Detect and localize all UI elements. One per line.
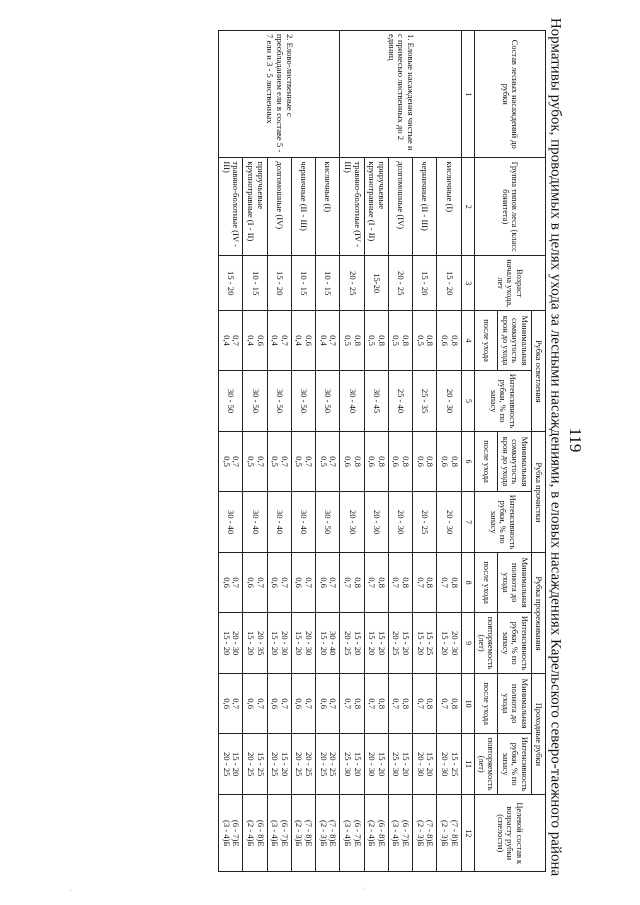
- osv-density-cell-value: 0,5: [342, 335, 353, 346]
- forest-type-cell: кисличные (I): [437, 158, 461, 256]
- osv-intensity-cell: 30 - 50: [291, 370, 315, 432]
- target-composition-cell: [316, 795, 340, 872]
- target-composition-cell: [243, 795, 267, 872]
- header-intensity-proch: Интенсивность рубки, % по запасу: [474, 491, 531, 553]
- proryj-intensity-cell-value: 15 - 20: [376, 630, 387, 656]
- proryj-fullness-cell: [316, 553, 340, 612]
- prohod-fullness-cell-value: 0,7: [255, 698, 266, 709]
- norms-table: [218, 30, 546, 872]
- osv-intensity-cell: 30 - 40: [340, 370, 364, 432]
- proch-density-cell-value: 0,5: [270, 456, 281, 467]
- col-number: 2: [461, 158, 474, 256]
- proryj-fullness-cell-value: 0,8: [352, 577, 363, 588]
- target-composition-cell-value: (6 - 7)Е: [352, 819, 363, 847]
- target-composition-cell-value: (3 - 4)Б: [391, 820, 402, 847]
- prohod-fullness-cell: [316, 674, 340, 733]
- prohod-intensity-cell-value: 20 - 25: [304, 751, 315, 777]
- osv-density-cell-value: 0,8: [401, 335, 412, 346]
- osv-intensity-cell: 30 - 50: [316, 370, 340, 432]
- header-intensity-prohod: Интенсивность рубки, % по запасу: [498, 733, 531, 795]
- proryj-intensity-cell-value: 15 - 20: [439, 630, 450, 656]
- proch-intensity-cell: 20 - 30: [388, 491, 412, 553]
- osv-density-cell-value: 0,7: [279, 335, 290, 346]
- prohod-fullness-cell-value: 0,8: [401, 698, 412, 709]
- start-age-cell: 20 - 25: [340, 256, 364, 311]
- proryj-fullness-cell: [437, 553, 461, 612]
- proryj-intensity-cell-value: 15 - 20: [352, 630, 363, 656]
- prohod-fullness-cell-value: 0,6: [318, 698, 329, 709]
- proryj-intensity-cell-value: 30 - 40: [328, 630, 339, 656]
- table-row: [437, 31, 461, 872]
- proryj-intensity-cell-value: 15 - 25: [425, 630, 436, 656]
- proryj-intensity-cell-value: 15 - 20: [415, 630, 426, 656]
- proch-density-cell: [388, 432, 412, 491]
- osv-density-cell-value: 0,8: [449, 335, 460, 346]
- proch-intensity-cell: 20 - 30: [364, 491, 388, 553]
- target-composition-cell: [364, 795, 388, 872]
- proryj-fullness-cell: [413, 553, 437, 612]
- forest-type-cell: черничные (II - III): [291, 158, 315, 256]
- header-intensity-proryj: Интенсивность рубки, % по запасу: [498, 612, 531, 674]
- page-title: Нормативы рубок, проводимых в целях ухода за лесными насаждениями, в еловых насаждениях Карельского северо-таежного района: [547, 17, 564, 877]
- prohod-fullness-cell-value: 0,8: [449, 698, 460, 709]
- proryj-fullness-cell-value: 0,6: [270, 577, 281, 588]
- proryj-intensity-cell: [291, 612, 315, 674]
- start-age-cell: 15 - 20: [267, 256, 291, 311]
- proryj-intensity-cell: [437, 612, 461, 674]
- header-repeat-prohod: повторяемость (лет): [474, 733, 498, 795]
- proch-density-cell-value: 0,8: [449, 456, 460, 467]
- osv-density-cell-value: 0,6: [304, 335, 315, 346]
- proch-intensity-cell: 30 - 40: [291, 491, 315, 553]
- prohod-fullness-cell-value: 0,7: [415, 698, 426, 709]
- proch-density-cell-value: 0,8: [401, 456, 412, 467]
- prohod-fullness-cell: [413, 674, 437, 733]
- proch-density-cell-value: 0,7: [279, 456, 290, 467]
- osv-density-cell-value: 0,7: [231, 335, 242, 346]
- target-composition-cell: [388, 795, 412, 872]
- target-composition-cell-value: (2 - 3)Б: [294, 820, 305, 847]
- proryj-intensity-cell-value: 20 - 35: [255, 630, 266, 656]
- proch-density-cell-value: 0,7: [304, 456, 315, 467]
- prohod-intensity-cell: [219, 733, 243, 795]
- proryj-fullness-cell-value: 0,8: [401, 577, 412, 588]
- proch-density-cell-value: 0,6: [367, 456, 378, 467]
- prohod-fullness-cell-value: 0,7: [231, 698, 242, 709]
- proryj-intensity-cell-value: 20 - 30: [304, 630, 315, 656]
- prohod-intensity-cell: [316, 733, 340, 795]
- proch-density-cell-value: 0,5: [318, 456, 329, 467]
- proryj-fullness-cell-value: 0,7: [439, 577, 450, 588]
- osv-density-cell-value: 0,4: [270, 335, 281, 346]
- proch-density-cell: [316, 432, 340, 491]
- osv-density-cell-value: 0,4: [294, 335, 305, 346]
- header-forest-type: Группа типов леса (класс бонитета): [474, 158, 545, 256]
- proch-density-cell-value: 0,7: [255, 456, 266, 467]
- col-number: 8: [461, 553, 474, 612]
- target-composition-cell: [219, 795, 243, 872]
- target-composition-cell-value: (2 - 3)Б: [439, 820, 450, 847]
- col-number: 9: [461, 612, 474, 674]
- osv-density-cell: [388, 311, 412, 370]
- proryj-fullness-cell-value: 0,7: [304, 577, 315, 588]
- proryj-intensity-cell-value: 15 - 20: [270, 630, 281, 656]
- osv-density-cell-value: 0,8: [425, 335, 436, 346]
- col-number: 5: [461, 370, 474, 432]
- target-composition-cell: [437, 795, 461, 872]
- scan-mark: ·: [362, 886, 364, 892]
- forest-type-cell: приручьевые крупнотравные (I - II): [243, 158, 267, 256]
- proryj-intensity-cell: [364, 612, 388, 674]
- proch-density-cell-value: 0,6: [342, 456, 353, 467]
- proryj-intensity-cell-value: 20 - 25: [391, 630, 402, 656]
- prohod-intensity-cell-value: 20 - 25: [328, 751, 339, 777]
- header-prochistka: Рубка прочистки: [531, 432, 545, 553]
- start-age-cell: 15 - 20: [219, 256, 243, 311]
- prohod-fullness-cell-value: 0,6: [245, 698, 256, 709]
- osv-intensity-cell: 25 - 35: [413, 370, 437, 432]
- prohod-intensity-cell: [364, 733, 388, 795]
- prohod-intensity-cell-value: 20 - 30: [439, 751, 450, 777]
- prohod-fullness-cell-value: 0,6: [221, 698, 232, 709]
- osv-density-cell-value: 0,6: [439, 335, 450, 346]
- osv-density-cell: [291, 311, 315, 370]
- target-composition-cell-value: (7 - 8)Е: [304, 819, 315, 847]
- osv-density-cell: [316, 311, 340, 370]
- target-composition-cell: [340, 795, 364, 872]
- prohod-fullness-cell-value: 0,7: [279, 698, 290, 709]
- proch-density-cell-value: 0,6: [391, 456, 402, 467]
- col-number: 10: [461, 674, 474, 733]
- osv-density-cell-value: 0,5: [367, 335, 378, 346]
- target-composition-cell-value: (6 - 7)Е: [231, 819, 242, 847]
- proch-density-cell-value: 0,5: [245, 456, 256, 467]
- proryj-intensity-cell: [388, 612, 412, 674]
- start-age-cell: 15-20: [364, 256, 388, 311]
- proch-density-cell-value: 0,8: [352, 456, 363, 467]
- forest-type-cell: долгомошные (IV): [388, 158, 412, 256]
- proch-intensity-cell: 30 - 40: [219, 491, 243, 553]
- prohod-fullness-cell-value: 0,7: [439, 698, 450, 709]
- proryj-intensity-cell: [340, 612, 364, 674]
- target-composition-cell-value: (2 - 4)Б: [367, 820, 378, 847]
- header-after-proryj: после ухода: [474, 553, 498, 612]
- proryj-intensity-cell: [243, 612, 267, 674]
- proch-density-cell: [267, 432, 291, 491]
- target-composition-cell-value: (3 - 4)Б: [221, 820, 232, 847]
- osv-density-cell-value: 0,8: [352, 335, 363, 346]
- proryj-intensity-cell-value: 15 - 20: [245, 630, 256, 656]
- proryj-fullness-cell-value: 0,7: [342, 577, 353, 588]
- prohod-fullness-cell: [340, 674, 364, 733]
- prohod-intensity-cell: [437, 733, 461, 795]
- header-min-density-osv: Минимальная сомкнутость крон до ухода: [498, 311, 531, 370]
- prohod-intensity-cell-value: 25 - 30: [342, 751, 353, 777]
- col-number: 7: [461, 491, 474, 553]
- proryj-intensity-cell: [267, 612, 291, 674]
- osv-density-cell: [243, 311, 267, 370]
- proryj-fullness-cell-value: 0,7: [255, 577, 266, 588]
- proryj-fullness-cell-value: 0,8: [449, 577, 460, 588]
- osv-intensity-cell: 20 - 30: [437, 370, 461, 432]
- proryj-fullness-cell-value: 0,6: [245, 577, 256, 588]
- prohod-intensity-cell-value: 20 - 30: [367, 751, 378, 777]
- prohod-intensity-cell-value: 20 - 25: [318, 751, 329, 777]
- proryj-intensity-cell: [219, 612, 243, 674]
- prohod-intensity-cell-value: 15 - 20: [231, 751, 242, 777]
- proch-intensity-cell: 20 - 25: [413, 491, 437, 553]
- header-after-proch: после ухода: [474, 432, 498, 491]
- prohod-intensity-cell-value: 20 - 25: [221, 751, 232, 777]
- prohod-fullness-cell-value: 0,8: [376, 698, 387, 709]
- osv-intensity-cell: 30 - 50: [267, 370, 291, 432]
- proch-density-cell-value: 0,7: [231, 456, 242, 467]
- proch-intensity-cell: 20 - 30: [340, 491, 364, 553]
- col-number: 3: [461, 256, 474, 311]
- prohod-intensity-cell-value: 20 - 25: [245, 751, 256, 777]
- prohod-fullness-cell-value: 0,7: [304, 698, 315, 709]
- scan-mark: ·: [70, 888, 72, 894]
- osv-intensity-cell: 30 - 45: [364, 370, 388, 432]
- composition-cell: 1. Еловые насаждения чистые и с примесью лиственных до 2 единиц: [340, 31, 461, 158]
- target-composition-cell-value: (6 - 8)Е: [255, 819, 266, 847]
- proryj-intensity-cell-value: 20 - 30: [279, 630, 290, 656]
- prohod-fullness-cell-value: 0,7: [328, 698, 339, 709]
- prohod-fullness-cell: [219, 674, 243, 733]
- prohod-fullness-cell: [243, 674, 267, 733]
- proryj-fullness-cell: [364, 553, 388, 612]
- proch-density-cell-value: 0,5: [221, 456, 232, 467]
- start-age-cell: 15 - 20: [413, 256, 437, 311]
- header-prohodnye: Проходные рубки: [531, 674, 545, 795]
- proch-intensity-cell: 30 - 40: [267, 491, 291, 553]
- target-composition-cell-value: (7 - 8)Е: [425, 819, 436, 847]
- osv-intensity-cell: 25 - 40: [388, 370, 412, 432]
- header-min-fullness-prohod: Минимальная полнота до ухода: [498, 674, 531, 733]
- osv-density-cell-value: 0,7: [328, 335, 339, 346]
- prohod-fullness-cell: [364, 674, 388, 733]
- forest-type-cell: черничные (II - III): [413, 158, 437, 256]
- target-composition-cell-value: (3 - 4)Б: [270, 820, 281, 847]
- prohod-fullness-cell: [291, 674, 315, 733]
- prohod-fullness-cell-value: 0,8: [425, 698, 436, 709]
- header-repeat-proryj: повторяемость (лет): [474, 612, 498, 674]
- col-number: 12: [461, 795, 474, 872]
- proch-intensity-cell: 20 - 30: [437, 491, 461, 553]
- prohod-intensity-cell-value: 15 - 25: [449, 751, 460, 777]
- prohod-fullness-cell: [437, 674, 461, 733]
- forest-type-cell: травяно-болотные (IV - III): [340, 158, 364, 256]
- prohod-intensity-cell: [413, 733, 437, 795]
- forest-type-cell: кисличные (I): [316, 158, 340, 256]
- proryj-intensity-cell-value: 15 - 20: [221, 630, 232, 656]
- proryj-fullness-cell-value: 0,7: [231, 577, 242, 588]
- osv-density-cell-value: 0,6: [255, 335, 266, 346]
- prohod-fullness-cell-value: 0,6: [270, 698, 281, 709]
- start-age-cell: 20 - 25: [388, 256, 412, 311]
- proryj-fullness-cell-value: 0,6: [318, 577, 329, 588]
- proryj-fullness-cell-value: 0,7: [367, 577, 378, 588]
- prohod-intensity-cell: [243, 733, 267, 795]
- proryj-intensity-cell-value: 20 - 30: [231, 630, 242, 656]
- target-composition-cell-value: (2 - 4)Б: [245, 820, 256, 847]
- header-composition: Состав лесных насаждений до рубки: [474, 31, 545, 158]
- osv-intensity-cell: 30 - 50: [243, 370, 267, 432]
- header-min-fullness-proryj: Минимальная полнота до ухода: [498, 553, 531, 612]
- osv-density-cell-value: 0,4: [245, 335, 256, 346]
- prohod-fullness-cell-value: 0,7: [391, 698, 402, 709]
- prohod-intensity-cell-value: 15 - 20: [352, 751, 363, 777]
- prohod-fullness-cell-value: 0,6: [294, 698, 305, 709]
- proch-density-cell-value: 0,8: [425, 456, 436, 467]
- proryj-fullness-cell: [243, 553, 267, 612]
- forest-type-cell: приручьевые крупнотравные (I - II): [364, 158, 388, 256]
- header-min-density-proch: Минимальная сомкнутость крон до ухода: [498, 432, 531, 491]
- proryj-fullness-cell-value: 0,7: [328, 577, 339, 588]
- prohod-intensity-cell-value: 25 - 30: [391, 751, 402, 777]
- start-age-cell: 10 - 15: [291, 256, 315, 311]
- forest-type-cell: долгомошные (IV): [267, 158, 291, 256]
- proryj-fullness-cell: [219, 553, 243, 612]
- osv-density-cell: [267, 311, 291, 370]
- osv-intensity-cell: 30 - 50: [219, 370, 243, 432]
- prohod-intensity-cell-value: 15 - 20: [401, 751, 412, 777]
- start-age-cell: 10 - 15: [316, 256, 340, 311]
- prohod-intensity-cell-value: 15 - 20: [425, 751, 436, 777]
- col-number: 11: [461, 733, 474, 795]
- osv-density-cell-value: 0,5: [391, 335, 402, 346]
- target-composition-cell-value: (2 - 3)Б: [318, 820, 329, 847]
- osv-density-cell: [413, 311, 437, 370]
- osv-density-cell: [340, 311, 364, 370]
- proryj-fullness-cell: [267, 553, 291, 612]
- start-age-cell: 15 - 20: [437, 256, 461, 311]
- prohod-intensity-cell-value: 15 - 25: [255, 751, 266, 777]
- prohod-fullness-cell-value: 0,7: [342, 698, 353, 709]
- column-number-row: [461, 31, 474, 872]
- header-prorezhivanie: Рубка прореживания: [531, 553, 545, 674]
- header-osvetlenie: Рубка осветления: [531, 311, 545, 432]
- osv-density-cell-value: 0,8: [376, 335, 387, 346]
- target-composition-cell-value: (7 - 8)Е: [328, 819, 339, 847]
- prohod-intensity-cell-value: 15 - 20: [279, 751, 290, 777]
- osv-density-cell-value: 0,5: [415, 335, 426, 346]
- proch-density-cell-value: 0,6: [415, 456, 426, 467]
- proryj-intensity-cell-value: 20 - 25: [342, 630, 353, 656]
- header-row-1: [531, 31, 545, 872]
- proch-density-cell-value: 0,7: [328, 456, 339, 467]
- prohod-intensity-cell-value: 20 - 25: [294, 751, 305, 777]
- proch-density-cell: [437, 432, 461, 491]
- prohod-intensity-cell: [340, 733, 364, 795]
- proryj-intensity-cell: [413, 612, 437, 674]
- target-composition-cell-value: (7 - 8)Е: [449, 819, 460, 847]
- header-target-composition: Целевой состав к возрасту рубки (спелости): [474, 795, 545, 872]
- proryj-fullness-cell-value: 0,6: [221, 577, 232, 588]
- prohod-intensity-cell: [291, 733, 315, 795]
- header-after-osv: после ухода: [474, 311, 498, 370]
- target-composition-cell-value: (6 - 7)Е: [279, 819, 290, 847]
- proryj-fullness-cell-value: 0,8: [425, 577, 436, 588]
- document-sheet: [46, 30, 546, 872]
- proryj-intensity-cell-value: 15 - 20: [367, 630, 378, 656]
- proryj-intensity-cell-value: 15 - 20: [318, 630, 329, 656]
- proryj-fullness-cell-value: 0,7: [391, 577, 402, 588]
- target-composition-cell: [413, 795, 437, 872]
- forest-type-cell: травяно-болотные (IV - III): [219, 158, 243, 256]
- osv-density-cell-value: 0,4: [221, 335, 232, 346]
- osv-density-cell: [219, 311, 243, 370]
- start-age-cell: 10 - 15: [243, 256, 267, 311]
- proch-intensity-cell: 30 - 50: [316, 491, 340, 553]
- proryj-intensity-cell-value: 15 - 20: [401, 630, 412, 656]
- target-composition-cell-value: (3 - 4)Б: [342, 820, 353, 847]
- prohod-fullness-cell: [267, 674, 291, 733]
- header-start-age: Возраст начала ухода, лет: [474, 256, 545, 311]
- target-composition-cell-value: (6 - 8)Е: [376, 819, 387, 847]
- target-composition-cell-value: (6 - 7)Е: [401, 819, 412, 847]
- proch-density-cell: [243, 432, 267, 491]
- prohod-intensity-cell: [388, 733, 412, 795]
- prohod-fullness-cell-value: 0,7: [367, 698, 378, 709]
- proch-intensity-cell: 30 - 40: [243, 491, 267, 553]
- proch-density-cell: [364, 432, 388, 491]
- header-after-prohod: после ухода: [474, 674, 498, 733]
- prohod-intensity-cell: [267, 733, 291, 795]
- proryj-fullness-cell-value: 0,6: [294, 577, 305, 588]
- osv-density-cell: [364, 311, 388, 370]
- proch-density-cell-value: 0,6: [439, 456, 450, 467]
- proch-density-cell: [340, 432, 364, 491]
- col-number: 1: [461, 31, 474, 158]
- target-composition-cell-value: (2 - 3)Б: [415, 820, 426, 847]
- proch-density-cell: [291, 432, 315, 491]
- proryj-fullness-cell-value: 0,7: [415, 577, 426, 588]
- rotated-table-wrapper: [46, 30, 546, 872]
- proryj-fullness-cell: [340, 553, 364, 612]
- composition-cell: 2. Елово-лиственные с преобладанием ели в составе 5 - 7 ели и 3 - 5 лиственных: [219, 31, 340, 158]
- proch-density-cell: [219, 432, 243, 491]
- table-row: [316, 31, 340, 872]
- osv-density-cell-value: 0,4: [318, 335, 329, 346]
- prohod-fullness-cell: [388, 674, 412, 733]
- osv-density-cell: [437, 311, 461, 370]
- prohod-intensity-cell-value: 20 - 25: [270, 751, 281, 777]
- proch-density-cell-value: 0,5: [294, 456, 305, 467]
- page-number: 119: [566, 427, 585, 453]
- proryj-fullness-cell: [291, 553, 315, 612]
- header-intensity-osv: Интенсивность рубки, % по запасу: [474, 370, 531, 432]
- proryj-intensity-cell-value: 20 - 30: [449, 630, 460, 656]
- proryj-intensity-cell: [316, 612, 340, 674]
- proryj-fullness-cell: [388, 553, 412, 612]
- prohod-intensity-cell-value: 20 - 30: [415, 751, 426, 777]
- proryj-fullness-cell-value: 0,8: [376, 577, 387, 588]
- prohod-intensity-cell-value: 15 - 20: [376, 751, 387, 777]
- col-number: 6: [461, 432, 474, 491]
- proryj-fullness-cell-value: 0,7: [279, 577, 290, 588]
- proch-density-cell: [413, 432, 437, 491]
- target-composition-cell: [291, 795, 315, 872]
- proryj-intensity-cell-value: 15 - 20: [294, 630, 305, 656]
- prohod-fullness-cell-value: 0,8: [352, 698, 363, 709]
- col-number: 4: [461, 311, 474, 370]
- target-composition-cell: [267, 795, 291, 872]
- proch-density-cell-value: 0,8: [376, 456, 387, 467]
